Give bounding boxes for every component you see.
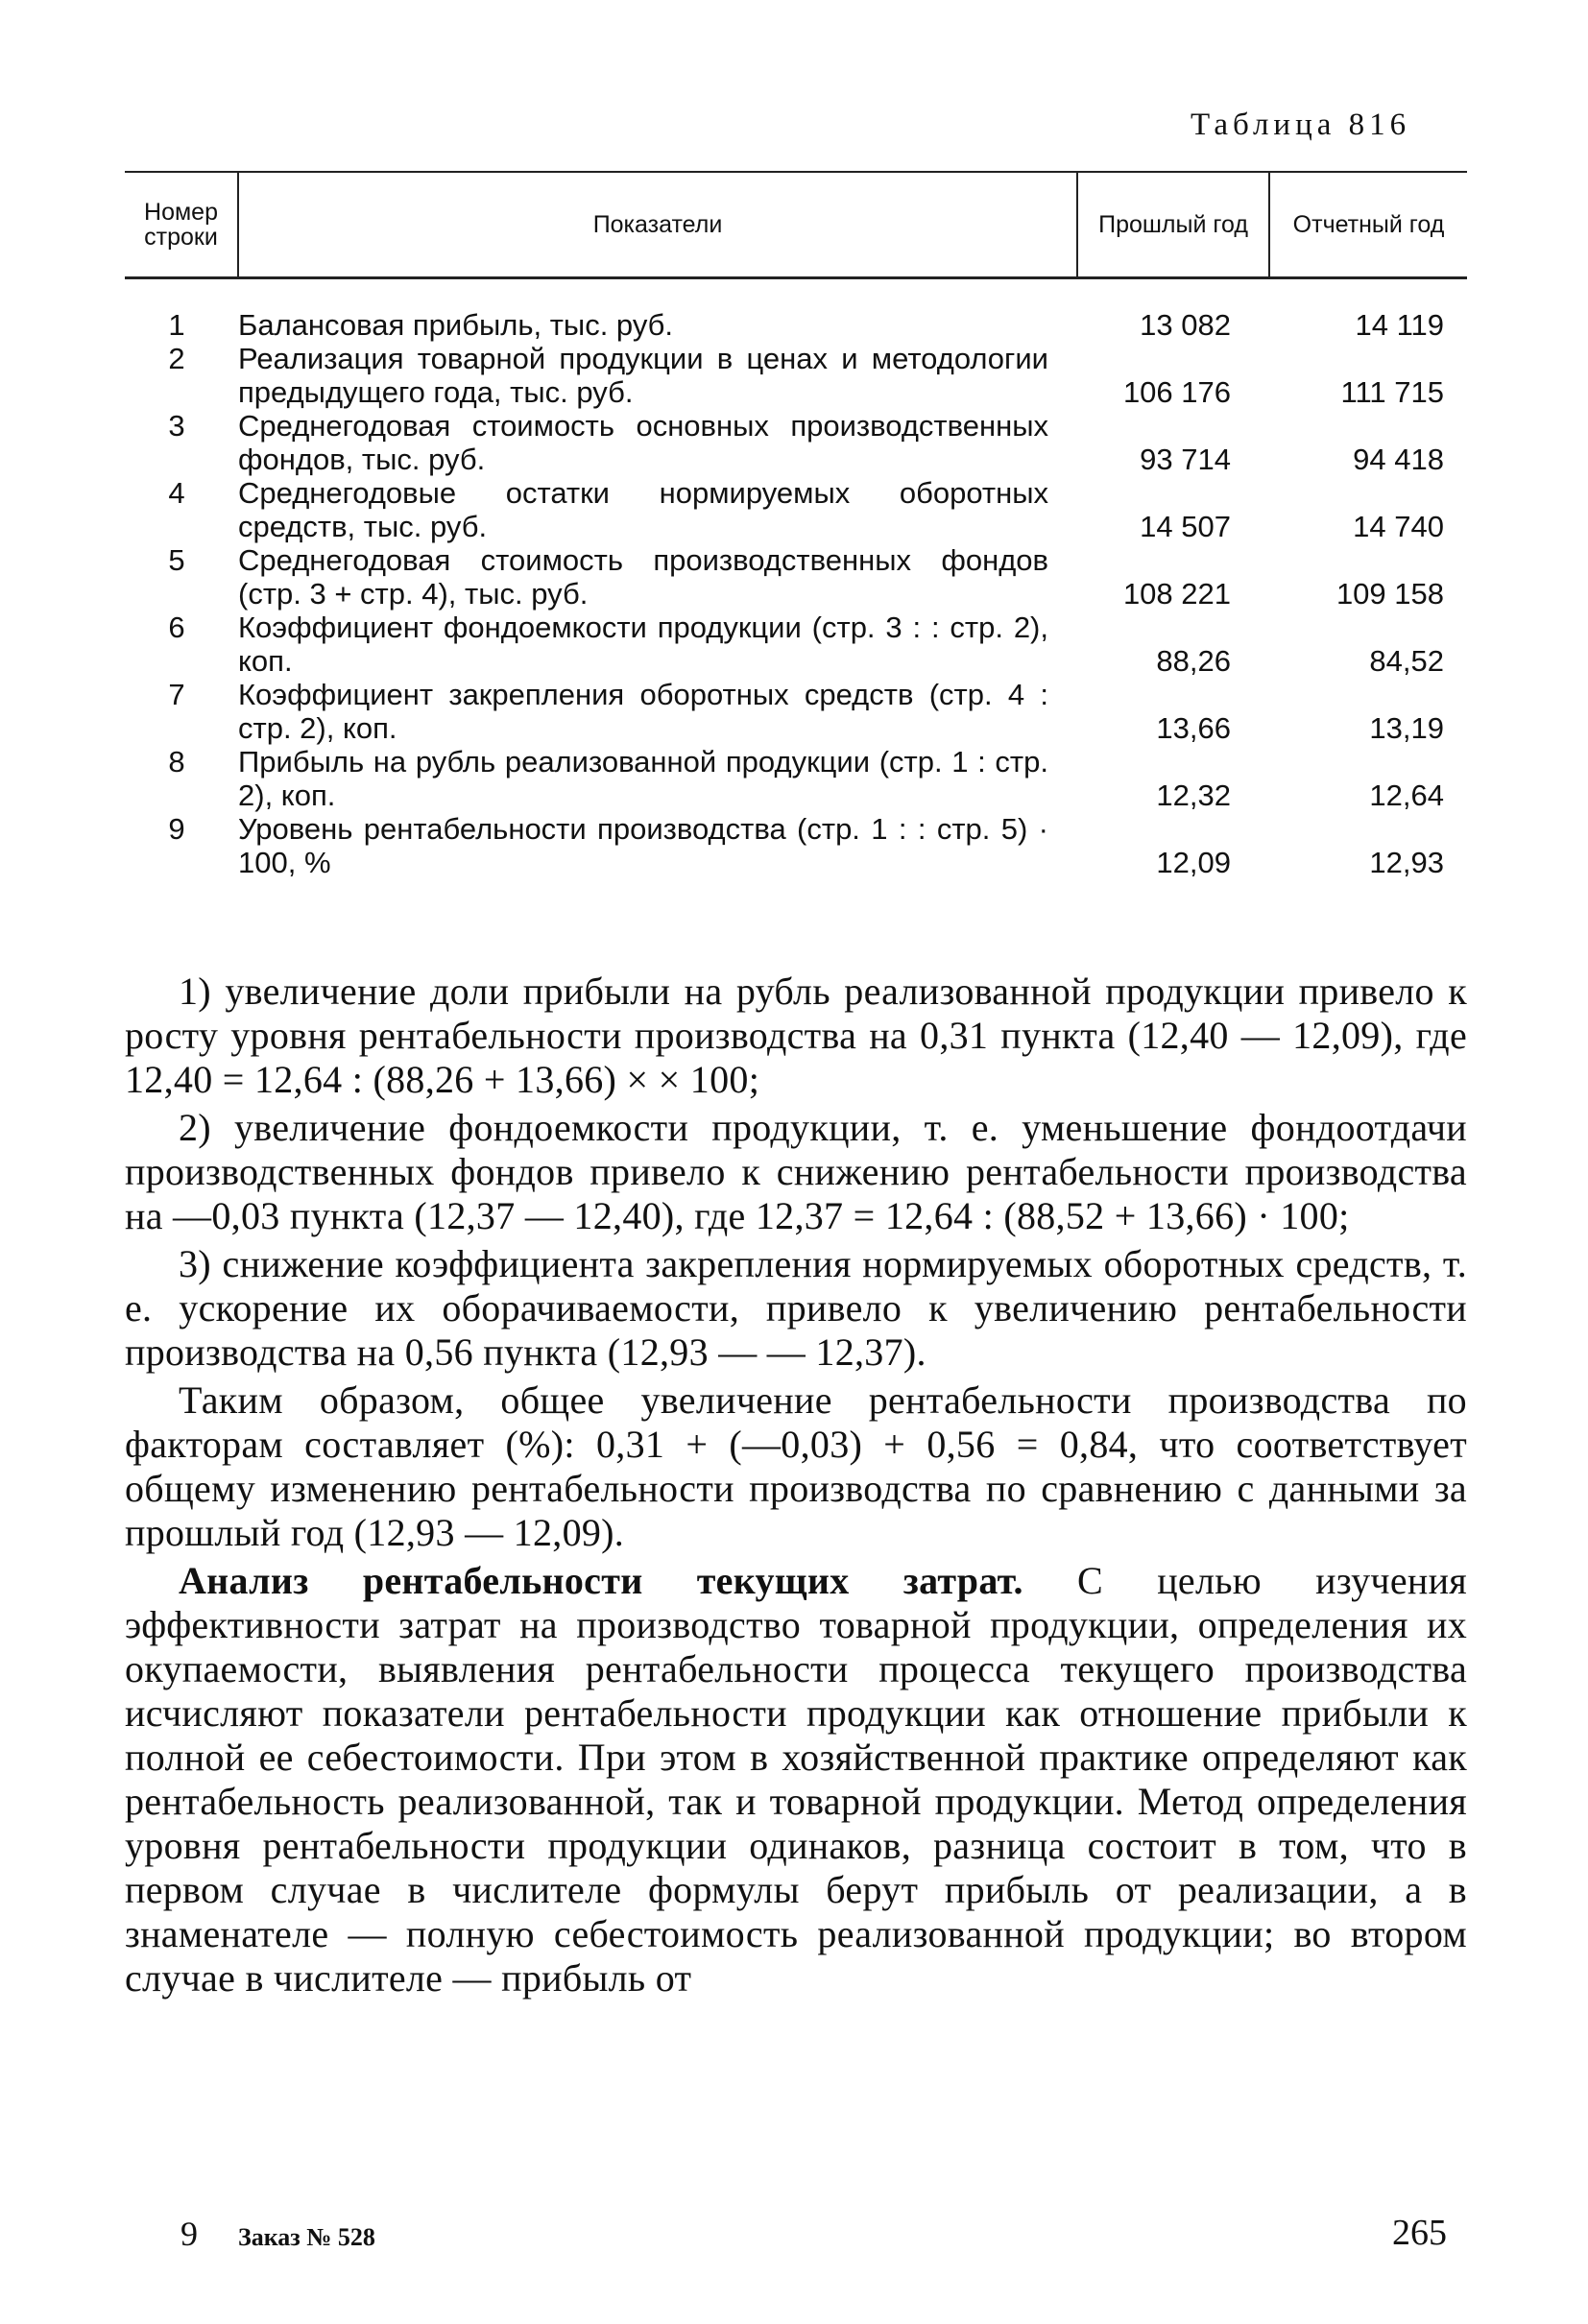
row-number: 7 (168, 678, 185, 711)
row-indicator: Среднегодовая стоимость основных производственных фондов, тыс. руб. (238, 409, 1048, 476)
row-current-value: 84,52 (1369, 644, 1444, 678)
paragraph-factor-profit: 1) увеличение доли прибыли на рубль реализованной продукции привело к росту уровня рентабельности производства на 0,31 пункта (12,40 — 12,09), где 12,40 = 12,64 : (88,26 + 13,66) × × 100; (125, 970, 1467, 1101)
row-current-value: 109 158 (1335, 577, 1444, 611)
row-previous-value: 106 176 (1122, 375, 1231, 409)
row-current-value: 111 715 (1340, 375, 1444, 409)
header-row-number: Номер строки (125, 172, 238, 278)
row-previous-value: 12,09 (1156, 846, 1231, 879)
row-number: 8 (168, 745, 185, 779)
row-indicator: Среднегодовые остатки нормируемых оборотных средств, тыс. руб. (238, 476, 1048, 543)
printing-order: Заказ № 528 (238, 2223, 375, 2251)
row-previous-value: 12,32 (1156, 779, 1231, 812)
row-previous-value: 13 082 (1140, 308, 1231, 342)
row-previous-value: 14 507 (1140, 510, 1231, 543)
table-header-row (125, 172, 1467, 278)
row-indicator: Прибыль на рубль реализованной продукции (стр. 1 : стр. 2), коп. (238, 745, 1048, 812)
indicators-table (125, 171, 1467, 879)
table-row (125, 745, 1467, 812)
paragraph-current-costs-text: С целью изучения эффективности затрат на производство товарной продукции, определения их окупаемости, выявления рентабельности процесса текущего производства исчисляют показатели рентабельности продукции как отношение прибыли к полной ее себестоимости. При этом в хозяйственной практике определяют как рентабельность реализованной, так и товарной продукции. Метод определения уровня рентабельности продукции одинаков, разница состоит в том, что в первом случае в числителе формулы берут прибыль от реализации, а в знаменателе — полную себестоимость реализованной продукции; во втором случае в числителе — прибыль от (125, 1559, 1467, 2000)
row-number: 2 (168, 342, 185, 375)
section-heading-current-costs: Анализ рентабельности текущих затрат. (179, 1559, 1023, 1602)
row-indicator: Коэффициент закрепления оборотных средств (стр. 4 : стр. 2), коп. (238, 678, 1048, 745)
header-current-year: Отчетный год (1269, 172, 1467, 278)
body-text (125, 970, 1467, 2004)
paragraph-current-costs (125, 1559, 1467, 2001)
row-current-value: 12,64 (1369, 779, 1444, 812)
row-number: 3 (168, 409, 185, 443)
row-number: 5 (168, 543, 185, 577)
page-number: 265 (1392, 2213, 1447, 2253)
row-previous-value: 108 221 (1122, 577, 1231, 611)
row-current-value: 14 119 (1355, 308, 1444, 342)
table-row (125, 409, 1467, 476)
row-indicator: Балансовая прибыль, тыс. руб. (238, 308, 674, 342)
table-row (125, 611, 1467, 678)
row-previous-value: 93 714 (1140, 443, 1231, 476)
table-row (125, 543, 1467, 611)
row-number: 9 (168, 812, 185, 846)
row-number: 6 (168, 611, 185, 644)
row-previous-value: 13,66 (1156, 711, 1231, 745)
row-current-value: 94 418 (1353, 443, 1444, 476)
row-number: 4 (168, 476, 185, 510)
table-row (125, 278, 1467, 343)
header-indicators: Показатели (238, 172, 1077, 278)
row-current-value: 14 740 (1353, 510, 1444, 543)
signature-mark: 9 (180, 2215, 198, 2253)
paragraph-summary: Таким образом, общее увеличение рентабельности производства по факторам составляет (%): 0,31 + (—0,03) + 0,56 = 0,84, что соответствует общему изменению рентабельности производства по сравнению с данными за прошлый год (12,93 — 12,09). (125, 1378, 1467, 1554)
table-row (125, 812, 1467, 879)
row-indicator: Уровень рентабельности производства (стр. 1 : : стр. 5) · 100, % (238, 812, 1048, 879)
table-row (125, 678, 1467, 745)
row-previous-value: 88,26 (1156, 644, 1231, 678)
row-current-value: 12,93 (1369, 846, 1444, 879)
paragraph-factor-capital-intensity: 2) увеличение фондоемкости продукции, т. е. уменьшение фондоотдачи производственных фондов привело к снижению рентабельности производства на —0,03 пункта (12,37 — 12,40), где 12,37 = 12,64 : (88,52 + 13,66) · 100; (125, 1106, 1467, 1237)
row-indicator: Коэффициент фондоемкости продукции (стр. 3 : : стр. 2), коп. (238, 611, 1048, 678)
table-caption: Таблица 816 (1191, 108, 1411, 142)
table-row (125, 476, 1467, 543)
table-row (125, 342, 1467, 409)
row-number: 1 (168, 308, 185, 342)
paragraph-factor-working-capital: 3) снижение коэффициента закрепления нормируемых оборотных средств, т. е. ускорение их оборачиваемости, привело к увеличению рентабельности производства на 0,56 пункта (12,93 — — 12,37). (125, 1242, 1467, 1374)
row-indicator: Реализация товарной продукции в ценах и методологии предыдущего года, тыс. руб. (238, 342, 1048, 409)
row-indicator: Среднегодовая стоимость производственных фондов (стр. 3 + стр. 4), тыс. руб. (238, 543, 1048, 611)
header-previous-year: Прошлый год (1077, 172, 1269, 278)
row-current-value: 13,19 (1369, 711, 1444, 745)
